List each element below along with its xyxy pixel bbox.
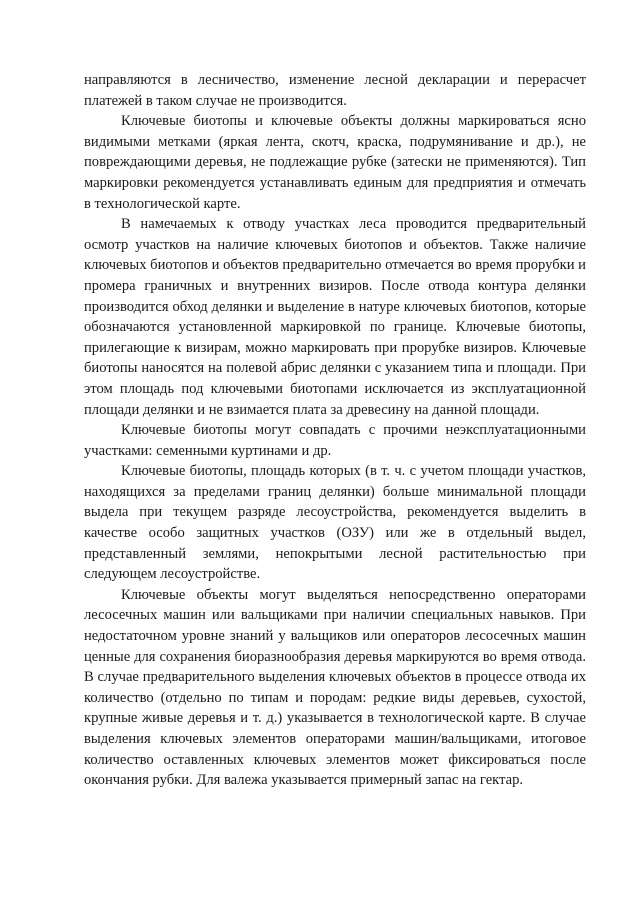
paragraph-continuation: направляются в лесничество, изменение лесной декларации и перерасчет платежей в таком случае не производится. xyxy=(84,72,586,109)
paragraph-key-objects: Ключевые объекты могут выделяться непосредственно операторами лесосечных машин или вальщиками при наличии специальных навыков. При недостаточном уровне знаний у вальщиков или операторов лесосечных машин ценные для сохранения биоразнообразия деревья маркируются во время отвода. В случае предварительного выделения ключевых объектов в процессе отвода их количество (отдельно по типам и породам: редкие виды деревьев, сухостой, крупные живые деревья и т. д.) указывается в технологической карте. В случае выделения ключевых элементов операторами машин/вальщиками, итоговое количество оставленных ключевых элементов может фиксироваться после окончания рубки. Для валежа указывается примерный запас на гектар. xyxy=(84,586,586,789)
paragraph-marking: Ключевые биотопы и ключевые объекты должны маркироваться ясно видимыми метками (яркая лента, скотч, краска, подрумянивание и др.), не повреждающими деревья, не подлежащие рубке (затески не применяются). Тип маркировки рекомендуется устанавливать единым для предприятия и отмечать в технологической карте. xyxy=(84,113,586,212)
paragraph-ozu: Ключевые биотопы, площадь которых (в т. ч. с учетом площади участков, находящихся за пределами границ делянки) больше минимальной площади выдела при текущем разряде лесоустройства, рекомендуется выделить в качестве особо защитных участков (ОЗУ) или же в отдельный выдел, представленный землями, непокрытыми лесной растительностью при следующем лесоустройстве. xyxy=(84,463,586,583)
paragraph-inspection: В намечаемых к отводу участках леса проводится предварительный осмотр участков на наличие ключевых биотопов и объектов. Также наличие ключевых биотопов и объектов предварительно отмечается во время прорубки и промера граничных и внутренних визиров. После отвода контура делянки производится обход делянки и выделение в натуре ключевых биотопов, которые обозначаются установленной маркировкой по границе. Ключевые биотопы, прилегающие к визирам, можно маркировать при прорубке визиров. Ключевые биотопы наносятся на полевой абрис делянки с указанием типа и площади. При этом площадь под ключевыми биотопами исключается из эксплуатационной площади делянки и не взимается плата за древесину на данной площади. xyxy=(84,216,586,418)
paragraph-overlap: Ключевые биотопы могут совпадать с прочими неэксплуатационными участками: семенными куртинами и др. xyxy=(84,422,586,459)
document-page xyxy=(84,70,586,791)
